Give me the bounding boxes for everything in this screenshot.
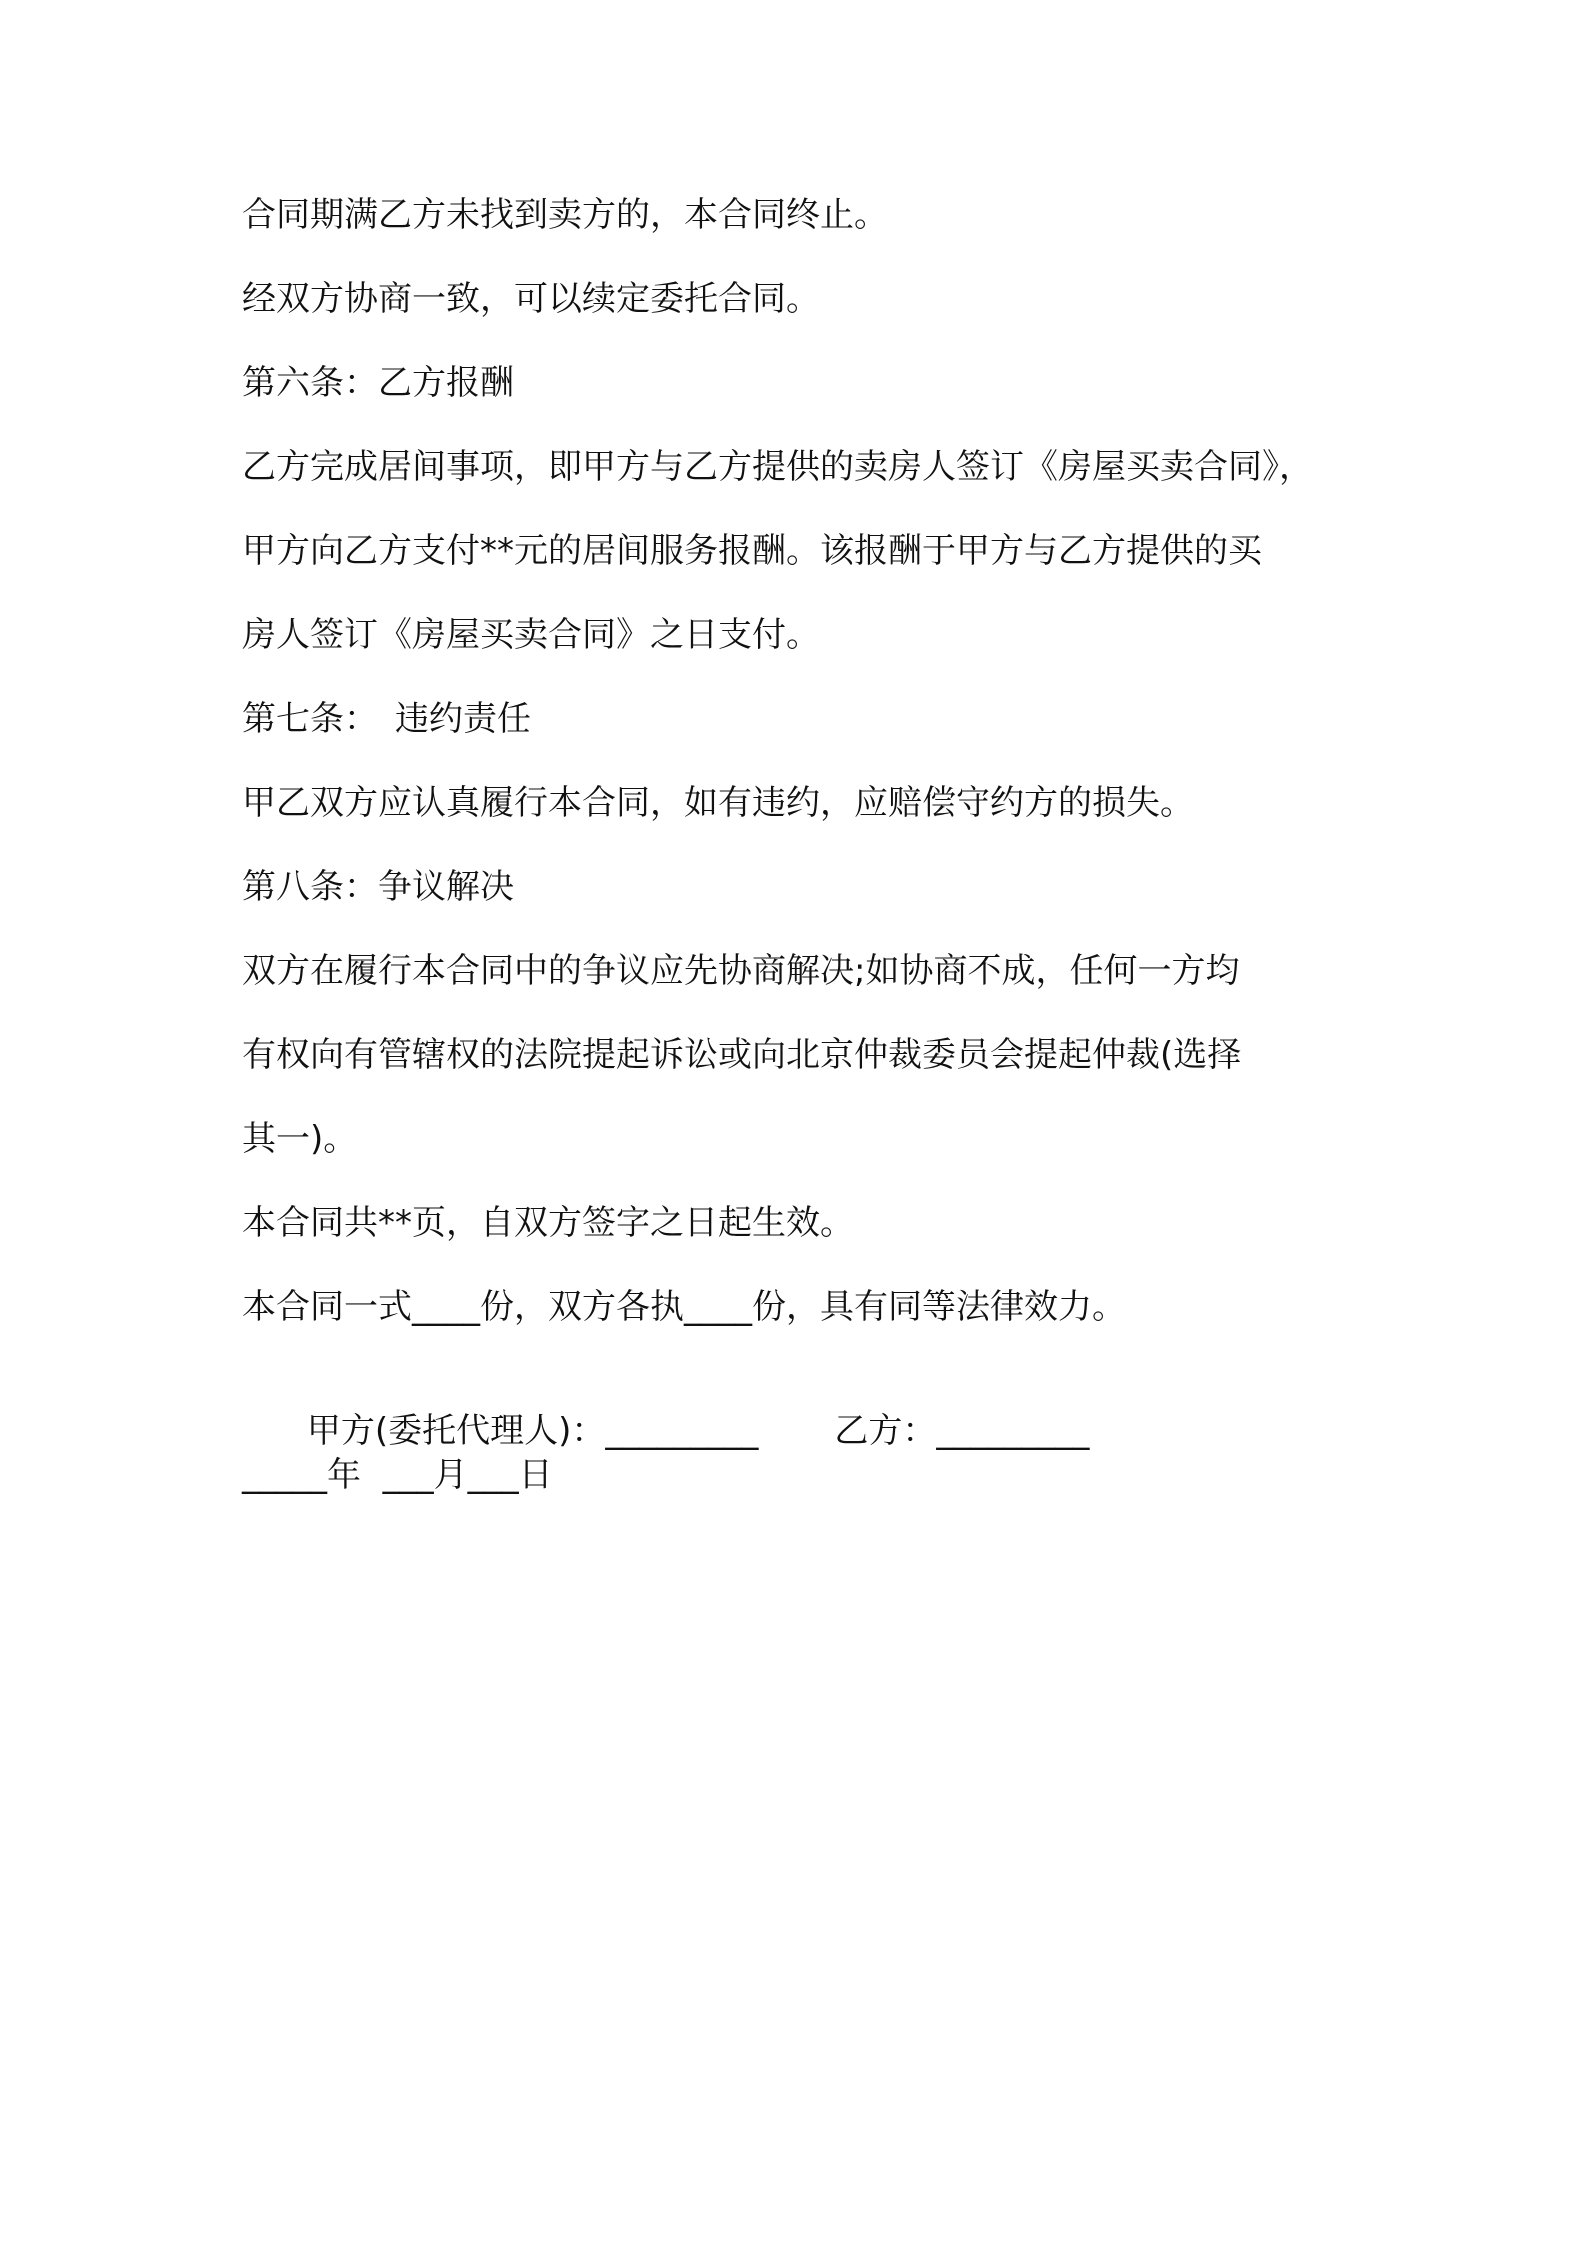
signature-row [242, 1371, 1402, 1451]
paragraph-copies: 本合同一式____份，双方各执____份，具有同等法律效力。 [242, 1287, 1126, 1327]
paragraph-remuneration-3: 房人签订《房屋买卖合同》之日支付。 [242, 615, 820, 655]
article-6-heading: 第六条：乙方报酬 [242, 363, 514, 403]
article-8-heading: 第八条：争议解决 [242, 867, 514, 907]
paragraph-dispute-1: 双方在履行本合同中的争议应先协商解决;如协商不成，任何一方均 [242, 951, 1240, 991]
paragraph-liability: 甲乙双方应认真履行本合同，如有违约，应赔偿守约方的损失。 [242, 783, 1194, 823]
document-body [242, 195, 1402, 1495]
paragraph-effective: 本合同共**页，自双方签字之日起生效。 [242, 1203, 854, 1243]
paragraph-remuneration-1: 乙方完成居间事项，即甲方与乙方提供的卖房人签订《房屋买卖合同》， [242, 447, 1313, 487]
article-7-heading: 第七条： 违约责任 [242, 699, 531, 739]
paragraph-expiry: 合同期满乙方未找到卖方的，本合同终止。 [242, 195, 888, 235]
paragraph-dispute-2: 有权向有管辖权的法院提起诉讼或向北京仲裁委员会提起仲裁(选择 [242, 1035, 1242, 1075]
signature-party-b: 乙方：_________ [834, 1411, 1090, 1451]
date-line: _____年 ___月___日 [242, 1455, 553, 1495]
signature-party-a: 甲方(委托代理人)：_________ [306, 1411, 759, 1451]
paragraph-renewal: 经双方协商一致，可以续定委托合同。 [242, 279, 820, 319]
paragraph-remuneration-2: 甲方向乙方支付**元的居间服务报酬。该报酬于甲方与乙方提供的买 [242, 531, 1262, 571]
paragraph-dispute-3: 其一)。 [242, 1119, 358, 1159]
